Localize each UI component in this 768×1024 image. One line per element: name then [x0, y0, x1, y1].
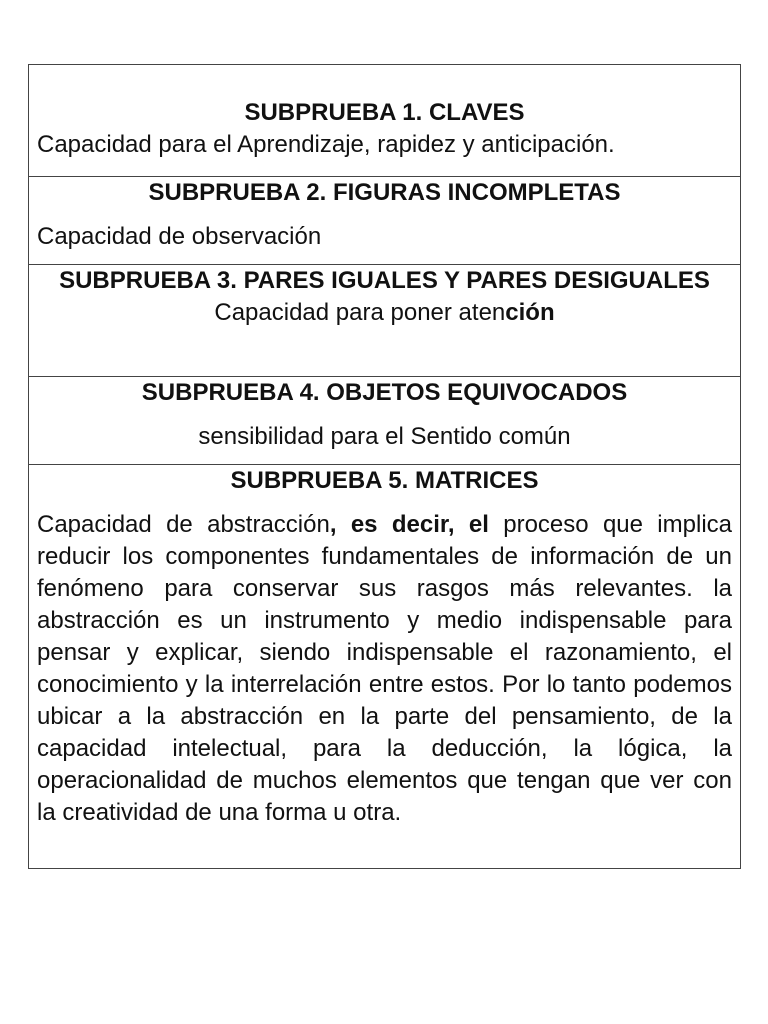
subtest-1-title: SUBPRUEBA 1. CLAVES: [244, 99, 525, 126]
subtest-row-3: [29, 264, 740, 376]
subtests-table: [28, 64, 741, 869]
subtest-row-4: [29, 376, 740, 464]
subtest-5-title: SUBPRUEBA 5. MATRICES: [230, 467, 539, 494]
subtest-4-title: SUBPRUEBA 4. OBJETOS EQUIVOCADOS: [141, 379, 628, 406]
subtest-row-5: [29, 464, 740, 868]
subtest-2-description: Capacidad de observación: [37, 223, 322, 250]
subtest-3-description-bold: ción: [505, 299, 555, 326]
subtest-3-description: [37, 297, 732, 329]
subtest-5-description: [37, 509, 732, 829]
subtest-5-description-rest: proceso que implica reducir los componentes fundamentales de información de un fenómeno para conservar sus rasgos más relevantes. la abstracción es un instrumento y medio indispensable para pensar y explicar, siendo indispensable el razonamiento, el conocimiento y la interrelación entre estos. Por lo tanto podemos ubicar a la abstracción en la parte del pensamiento, de la capacidad intelectual, para la deducción, la lógica, la operacionalidad de muchos elementos que tengan que ver con la creatividad de una forma u otra.: [37, 511, 732, 826]
subtest-2-title: SUBPRUEBA 2. FIGURAS INCOMPLETAS: [148, 179, 621, 206]
subtest-5-description-text: Capacidad de abstracción: [37, 511, 330, 538]
subtest-row-1: [29, 65, 740, 176]
subtest-4-description: sensibilidad para el Sentido común: [198, 423, 571, 450]
subtest-5-description-bold: , es decir, el: [329, 511, 489, 538]
subtest-3-title: SUBPRUEBA 3. PARES IGUALES Y PARES DESIGUALES: [59, 267, 710, 294]
subtest-row-2: [29, 176, 740, 264]
subtest-1-description: Capacidad para el Aprendizaje, rapidez y anticipación.: [37, 131, 615, 158]
subtest-3-description-text: Capacidad para poner aten: [214, 299, 506, 326]
